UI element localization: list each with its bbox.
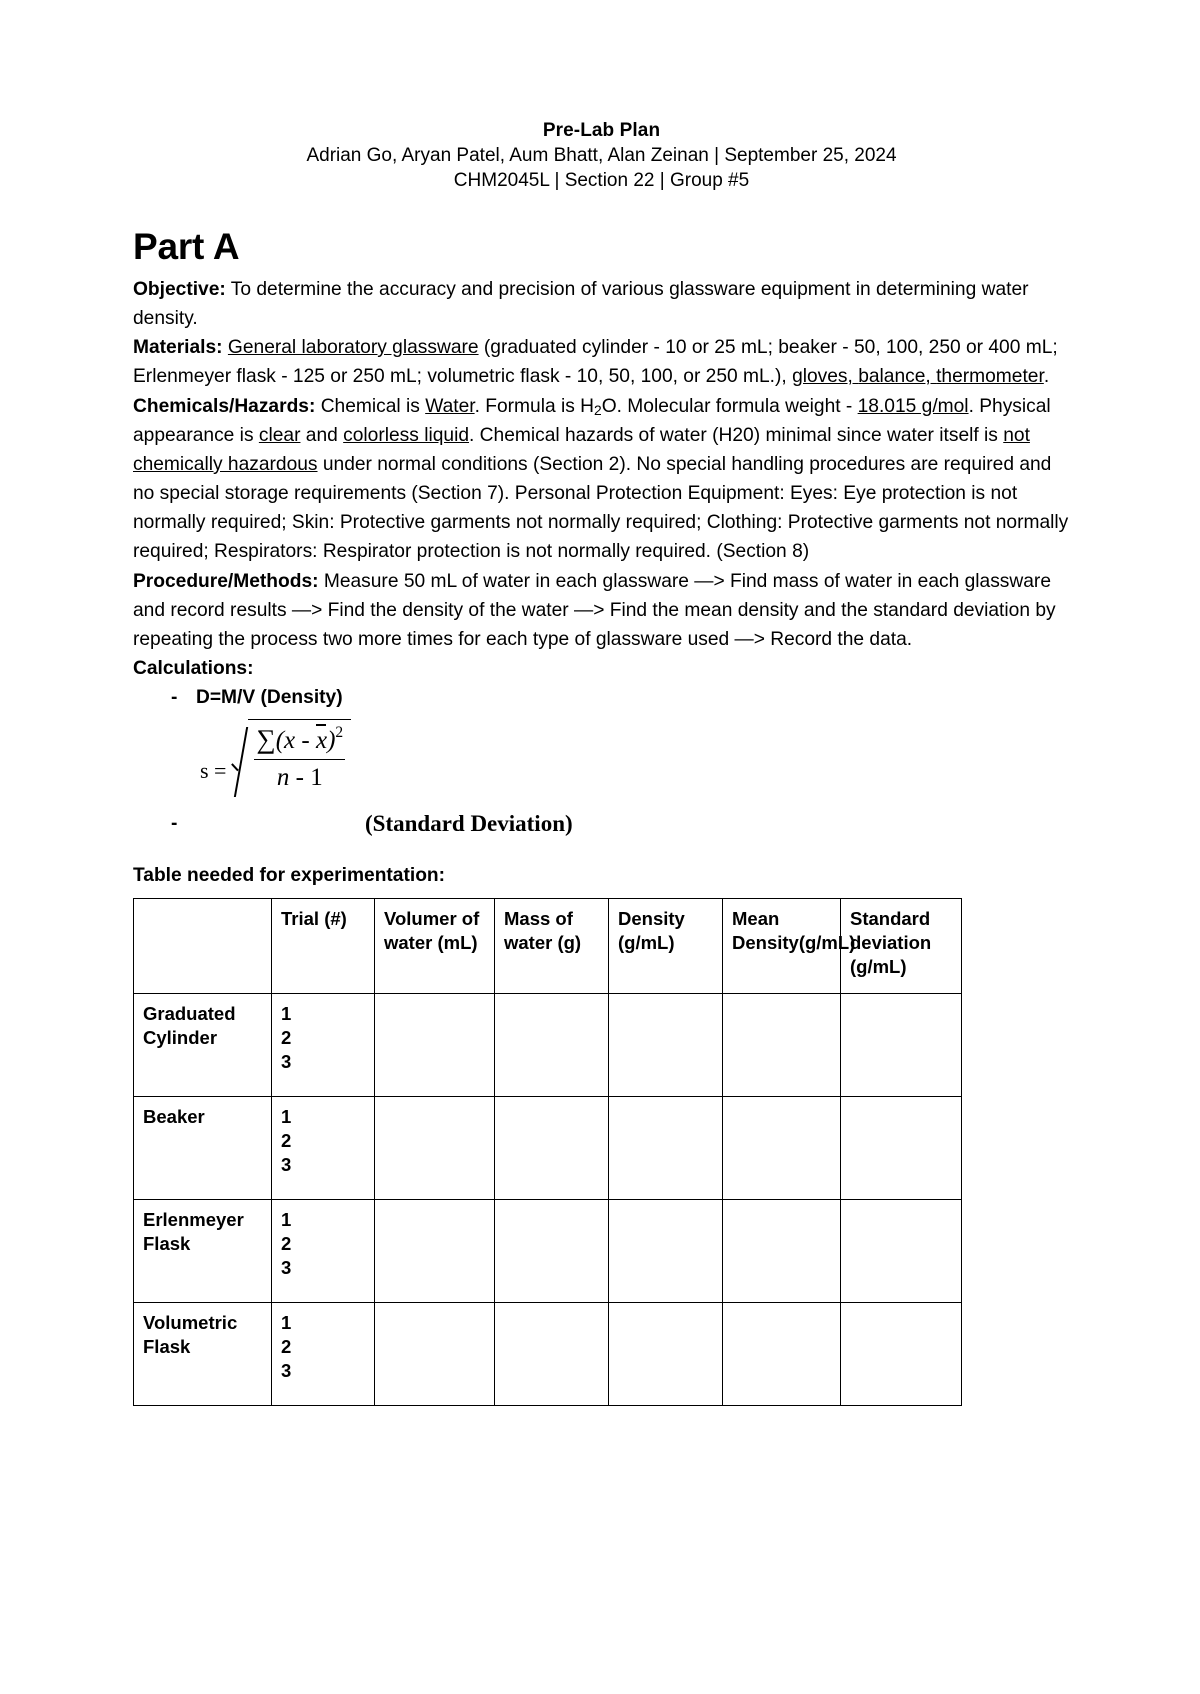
radical-sign-icon xyxy=(231,719,351,795)
chemicals-text-6: . Chemical hazards of water (H20) minimal since water itself is xyxy=(469,424,1004,446)
table-header-trial: Trial (#) xyxy=(272,899,375,994)
density-formula-text: D=M/V (Density) xyxy=(196,687,343,709)
row-trials-erlenmeyer-flask: 1 2 3 xyxy=(272,1200,375,1303)
row-label-volumetric-flask: Volumetric Flask xyxy=(134,1303,272,1406)
chemicals-text-5: and xyxy=(300,424,344,446)
cell-mean-density-graduated-cylinder[interactable] xyxy=(723,994,841,1097)
cell-volume-volumetric-flask[interactable] xyxy=(375,1303,495,1406)
cell-std-dev-graduated-cylinder[interactable] xyxy=(841,994,962,1097)
cell-std-dev-volumetric-flask[interactable] xyxy=(841,1303,962,1406)
chemicals-underline-molar-mass: 18.015 g/mol xyxy=(857,395,969,417)
chemicals-text-1: Chemical is xyxy=(315,395,426,417)
formula-fraction xyxy=(248,719,351,795)
water-formula-subscript: 2 xyxy=(594,401,602,418)
cell-volume-erlenmeyer-flask[interactable] xyxy=(375,1200,495,1303)
part-a-heading: Part A xyxy=(133,226,240,268)
materials-text-1: (graduated cylinder - 10 or 25 mL; beaker - 50, 100, 250 or 400 mL; Erlenmeyer flask - 125 or 250 mL; volumetric flask - 10, 50, 100, or 250 mL.), xyxy=(133,337,1058,388)
cell-mean-density-beaker[interactable] xyxy=(723,1097,841,1200)
procedure-paragraph xyxy=(133,567,1070,655)
document-header xyxy=(133,118,1070,193)
calculation-item-stddev xyxy=(133,809,1070,843)
cell-mean-density-erlenmeyer-flask[interactable] xyxy=(723,1200,841,1303)
document-title: Pre-Lab Plan xyxy=(542,120,661,141)
chemicals-label: Chemicals/Hazards: xyxy=(133,395,316,417)
cell-volume-beaker[interactable] xyxy=(375,1097,495,1200)
formula-numerator xyxy=(254,722,345,759)
chemicals-underline-not-hazardous: not chemically hazardous xyxy=(133,424,1030,475)
materials-underline-gloves: gloves xyxy=(792,366,848,388)
row-label-erlenmeyer-flask: Erlenmeyer Flask xyxy=(134,1200,272,1303)
cell-density-erlenmeyer-flask[interactable] xyxy=(609,1200,723,1303)
materials-underline-balance: balance xyxy=(858,366,926,388)
materials-text-2: , xyxy=(847,366,859,388)
course-line: CHM2045L | Section 22 | Group #5 xyxy=(453,170,750,192)
row-trials-graduated-cylinder: 1 2 3 xyxy=(272,994,375,1097)
standard-deviation-label: (Standard Deviation) xyxy=(365,811,573,837)
row-label-beaker: Beaker xyxy=(134,1097,272,1200)
cell-density-volumetric-flask[interactable] xyxy=(609,1303,723,1406)
numerator-exponent: 2 xyxy=(335,724,344,742)
table-row xyxy=(134,1303,962,1406)
table-header-mass: Mass of water (g) xyxy=(495,899,609,994)
chemicals-text-2: . Formula is H xyxy=(474,395,595,417)
chemicals-underline-water: Water xyxy=(425,395,475,417)
row-label-graduated-cylinder: Graduated Cylinder xyxy=(134,994,272,1097)
standard-deviation-formula-image xyxy=(133,713,1070,817)
chemicals-underline-clear: clear xyxy=(258,424,301,446)
summation-icon: ∑ xyxy=(256,724,276,755)
cell-density-graduated-cylinder[interactable] xyxy=(609,994,723,1097)
cell-mass-beaker[interactable] xyxy=(495,1097,609,1200)
numerator-expression: (x - x) xyxy=(276,727,336,754)
materials-underline-thermometer: thermometer xyxy=(936,366,1044,388)
formula-denominator xyxy=(254,759,345,796)
table-header-volume: Volumer of water (mL) xyxy=(375,899,495,994)
denominator-n: n xyxy=(276,764,290,792)
materials-text-4: . xyxy=(1043,366,1050,388)
cell-density-beaker[interactable] xyxy=(609,1097,723,1200)
chemicals-text-4: . Physical appearance is xyxy=(133,395,1051,446)
procedure-text: Measure 50 mL of water in each glassware —> Find mass of water in each glassware and record results —> Find the density of the water —> Find the mean density and the standard deviation by repeating the process two more times for each type of glassware used —> Record the data. xyxy=(133,570,1056,651)
cell-mass-graduated-cylinder[interactable] xyxy=(495,994,609,1097)
table-row xyxy=(134,1200,962,1303)
authors-line: Adrian Go, Aryan Patel, Aum Bhatt, Alan Zeinan | September 25, 2024 xyxy=(306,145,897,167)
cell-std-dev-erlenmeyer-flask[interactable] xyxy=(841,1200,962,1303)
table-header-density: Density (g/mL) xyxy=(609,899,723,994)
objective-label: Objective: xyxy=(133,278,226,300)
calculation-item-density xyxy=(133,683,1070,713)
table-header-row xyxy=(134,899,962,994)
denominator-rest: - 1 xyxy=(289,764,323,792)
chemicals-hazards-paragraph xyxy=(133,392,1070,567)
materials-text-3: , xyxy=(925,366,937,388)
cell-std-dev-beaker[interactable] xyxy=(841,1097,962,1200)
chemicals-underline-colorless-liquid: colorless liquid xyxy=(343,424,469,446)
chemicals-text-3: O. Molecular formula weight - xyxy=(601,395,858,417)
table-row xyxy=(134,1097,962,1200)
table-header-mean-density: Mean Density(g/mL) xyxy=(723,899,841,994)
objective-paragraph xyxy=(133,275,1070,333)
part-a-body xyxy=(133,275,1070,1407)
cell-mass-erlenmeyer-flask[interactable] xyxy=(495,1200,609,1303)
procedure-label: Procedure/Methods: xyxy=(133,570,319,592)
formula-s-equals: s = xyxy=(200,757,227,783)
radical-hook-icon xyxy=(231,719,248,795)
standard-deviation-formula xyxy=(200,719,351,795)
row-trials-beaker: 1 2 3 xyxy=(272,1097,375,1200)
experiment-table xyxy=(133,898,962,1406)
cell-volume-graduated-cylinder[interactable] xyxy=(375,994,495,1097)
materials-paragraph xyxy=(133,333,1070,391)
table-row xyxy=(134,994,962,1097)
materials-label: Materials: xyxy=(133,337,223,359)
calculations-label: Calculations: xyxy=(133,658,254,680)
cell-mean-density-volumetric-flask[interactable] xyxy=(723,1303,841,1406)
table-header-blank xyxy=(134,899,272,994)
bullet-dash-icon: - xyxy=(171,687,178,709)
table-header-std-dev: Standard deviation (g/mL) xyxy=(841,899,962,994)
materials-underline-glassware: General laboratory glassware xyxy=(227,337,479,359)
table-caption: Table needed for experimentation: xyxy=(133,865,446,887)
calculations-list xyxy=(133,683,1070,713)
row-trials-volumetric-flask: 1 2 3 xyxy=(272,1303,375,1406)
chemicals-text-7: under normal conditions (Section 2). No special handling procedures are required and no special storage requirements (Section 7). Personal Protection Equipment: Eyes: Eye protection is not normally required; Skin: Protective garments not normally required; Clothing: Protective garments not normally required; Respirators: Respirator protection is not normally required. (Section 8) xyxy=(133,453,1069,563)
objective-text: To determine the accuracy and precision of various glassware equipment in determining water density. xyxy=(133,278,1029,329)
bullet-dash-icon-2: - xyxy=(171,813,178,835)
cell-mass-volumetric-flask[interactable] xyxy=(495,1303,609,1406)
